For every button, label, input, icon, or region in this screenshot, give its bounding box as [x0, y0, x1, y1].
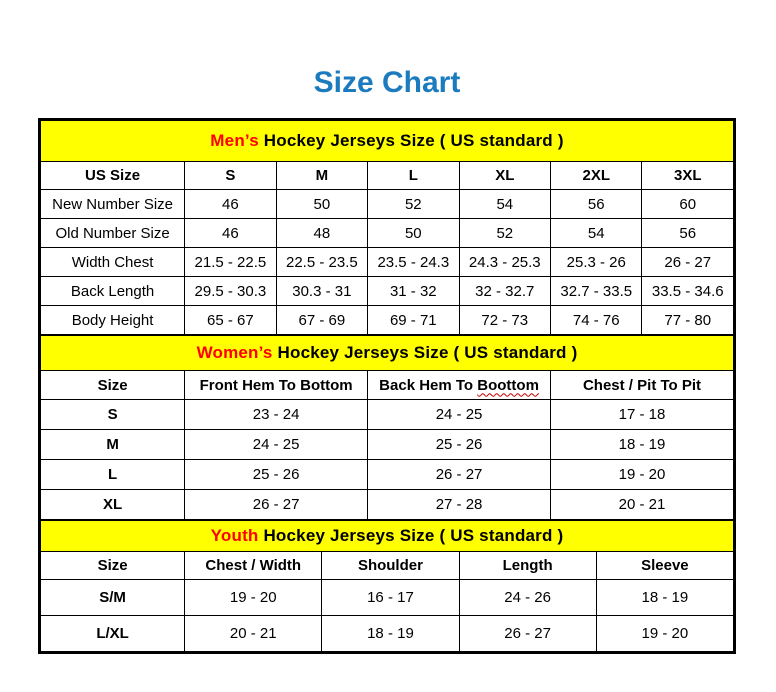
youth-row-label: L/XL	[41, 616, 185, 652]
mens-value-cell: 30.3 - 31	[276, 277, 367, 306]
mens-value-cell: 65 - 67	[185, 306, 276, 335]
youth-data-row	[41, 616, 734, 652]
youth-value-cell: 24 - 26	[459, 580, 596, 616]
mens-value-cell: 50	[368, 219, 459, 248]
womens-value-cell: 25 - 26	[368, 430, 551, 460]
mens-value-cell: 33.5 - 34.6	[642, 277, 734, 306]
womens-section-title: Women’s Hockey Jerseys Size ( US standard )	[41, 336, 734, 371]
youth-group-label: Youth	[210, 526, 259, 545]
womens-value-cell: 20 - 21	[551, 490, 734, 520]
youth-col-header: Length	[459, 552, 596, 580]
mens-value-cell: 46	[185, 190, 276, 219]
youth-value-cell: 18 - 19	[596, 580, 733, 616]
mens-value-cell: 72 - 73	[459, 306, 550, 335]
mens-value-cell: 24.3 - 25.3	[459, 248, 550, 277]
mens-value-cell: 26 - 27	[642, 248, 734, 277]
mens-row-label: Body Height	[41, 306, 185, 335]
mens-col-header: 3XL	[642, 162, 734, 190]
youth-data-row	[41, 580, 734, 616]
womens-section-band	[41, 336, 734, 371]
womens-row-label: M	[41, 430, 185, 460]
womens-value-cell: 25 - 26	[185, 460, 368, 490]
mens-value-cell: 29.5 - 30.3	[185, 277, 276, 306]
mens-value-cell: 74 - 76	[551, 306, 642, 335]
womens-col-header: Size	[41, 371, 185, 400]
mens-value-cell: 23.5 - 24.3	[368, 248, 459, 277]
youth-col-header: Chest / Width	[185, 552, 322, 580]
youth-section-title: Youth Hockey Jerseys Size ( US standard )	[41, 521, 734, 552]
mens-value-cell: 32.7 - 33.5	[551, 277, 642, 306]
misspelled-word: Boottom	[477, 376, 539, 394]
youth-col-header: Size	[41, 552, 185, 580]
womens-col-header: Back Hem To Boottom	[368, 371, 551, 400]
mens-section-title: Men’s Hockey Jerseys Size ( US standard )	[41, 121, 734, 162]
mens-value-cell: 69 - 71	[368, 306, 459, 335]
mens-value-cell: 31 - 32	[368, 277, 459, 306]
mens-row-label: Width Chest	[41, 248, 185, 277]
womens-value-cell: 26 - 27	[185, 490, 368, 520]
mens-value-cell: 60	[642, 190, 734, 219]
womens-row-label: XL	[41, 490, 185, 520]
youth-value-cell: 16 - 17	[322, 580, 459, 616]
page-title: Size Chart	[313, 66, 461, 99]
womens-group-label: Women’s	[196, 343, 273, 362]
mens-value-cell: 56	[642, 219, 734, 248]
mens-col-header: M	[276, 162, 367, 190]
mens-section-band	[41, 121, 734, 162]
youth-col-header: Sleeve	[596, 552, 733, 580]
youth-column-header-row	[41, 552, 734, 580]
mens-col-header: XL	[459, 162, 550, 190]
womens-value-cell: 24 - 25	[185, 430, 368, 460]
mens-value-cell: 50	[276, 190, 367, 219]
mens-value-cell: 77 - 80	[642, 306, 734, 335]
mens-value-cell: 25.3 - 26	[551, 248, 642, 277]
womens-row-label: L	[41, 460, 185, 490]
mens-group-label: Men’s	[210, 131, 259, 150]
mens-value-cell: 21.5 - 22.5	[185, 248, 276, 277]
youth-value-cell: 26 - 27	[459, 616, 596, 652]
youth-section-band	[41, 521, 734, 552]
mens-row-label: Old Number Size	[41, 219, 185, 248]
mens-value-cell: 32 - 32.7	[459, 277, 550, 306]
youth-value-cell: 20 - 21	[185, 616, 322, 652]
mens-value-cell: 52	[368, 190, 459, 219]
mens-row-label: New Number Size	[41, 190, 185, 219]
mens-data-row	[41, 219, 734, 248]
mens-value-cell: 54	[459, 190, 550, 219]
mens-size-table	[40, 120, 734, 335]
youth-value-cell: 18 - 19	[322, 616, 459, 652]
youth-size-table	[40, 520, 734, 652]
youth-row-label: S/M	[41, 580, 185, 616]
mens-data-row	[41, 248, 734, 277]
mens-value-cell: 67 - 69	[276, 306, 367, 335]
youth-col-header: Shoulder	[322, 552, 459, 580]
mens-row-label: Back Length	[41, 277, 185, 306]
womens-col-header: Front Hem To Bottom	[185, 371, 368, 400]
womens-value-cell: 26 - 27	[368, 460, 551, 490]
mens-value-cell: 48	[276, 219, 367, 248]
womens-value-cell: 17 - 18	[551, 400, 734, 430]
womens-data-row	[41, 490, 734, 520]
womens-value-cell: 24 - 25	[368, 400, 551, 430]
womens-data-row	[41, 430, 734, 460]
womens-value-cell: 27 - 28	[368, 490, 551, 520]
mens-col-header: US Size	[41, 162, 185, 190]
mens-column-header-row	[41, 162, 734, 190]
mens-value-cell: 54	[551, 219, 642, 248]
womens-column-header-row	[41, 371, 734, 400]
mens-col-header: S	[185, 162, 276, 190]
size-chart-tables	[38, 118, 736, 654]
youth-value-cell: 19 - 20	[596, 616, 733, 652]
womens-col-header: Chest / Pit To Pit	[551, 371, 734, 400]
womens-value-cell: 19 - 20	[551, 460, 734, 490]
mens-col-header: L	[368, 162, 459, 190]
womens-row-label: S	[41, 400, 185, 430]
mens-value-cell: 46	[185, 219, 276, 248]
mens-data-row	[41, 277, 734, 306]
mens-data-row	[41, 190, 734, 219]
mens-value-cell: 22.5 - 23.5	[276, 248, 367, 277]
youth-value-cell: 19 - 20	[185, 580, 322, 616]
womens-value-cell: 23 - 24	[185, 400, 368, 430]
mens-data-row	[41, 306, 734, 335]
mens-value-cell: 52	[459, 219, 550, 248]
size-chart-content	[38, 0, 736, 654]
womens-size-table	[40, 335, 734, 520]
mens-col-header: 2XL	[551, 162, 642, 190]
womens-value-cell: 18 - 19	[551, 430, 734, 460]
womens-data-row	[41, 400, 734, 430]
womens-data-row	[41, 460, 734, 490]
mens-value-cell: 56	[551, 190, 642, 219]
